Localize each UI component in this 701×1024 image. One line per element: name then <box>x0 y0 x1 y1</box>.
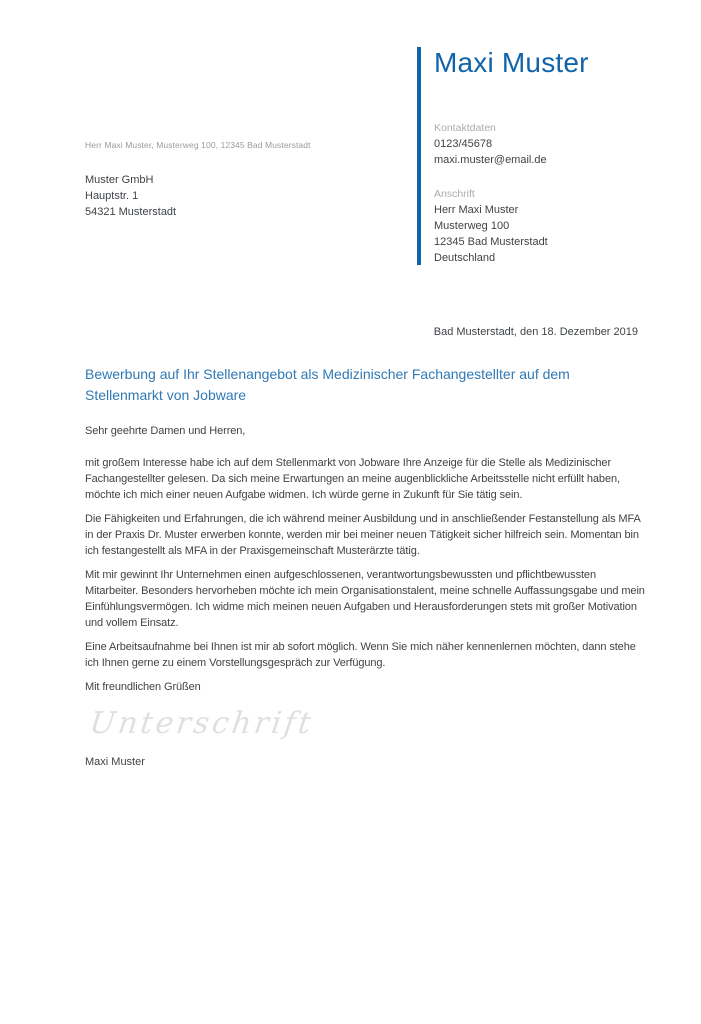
contact-block <box>434 120 547 168</box>
recipient-block <box>85 172 176 220</box>
body-paragraph: Die Fähigkeiten und Erfahrungen, die ich während meiner Ausbildung und in anschließender Festanstellung als MFA in der Praxis Dr. Muster erwerben konnte, werden mir bei meiner neuen Tätigkeit sicher hilfreich sein. Momentan bin ich festangestellt als MFA in der Praxisgemeinschaft Musterärzte tätig. <box>85 513 641 557</box>
address-line: Herr Maxi Muster <box>434 204 519 216</box>
sender-return-address: Herr Maxi Muster, Musterweg 100, 12345 Bad Musterstadt <box>85 140 311 150</box>
contact-email: maxi.muster@email.de <box>434 154 547 166</box>
body-paragraph: Mit mir gewinnt Ihr Unternehmen einen aufgeschlossenen, verantwortungsbewussten und pflichtbewussten Mitarbeiter. Besonders hervorheben möchte ich mein Organisationstalent, meine schnelle Auffassungsgabe und mein Einfühlungsvermögen. Ich widme mich meinen neuen Aufgaben und Herausforderungen stets mit großer Motivation und vollem Einsatz. <box>85 569 645 629</box>
salutation: Sehr geehrte Damen und Herren, <box>85 425 246 437</box>
subject-line <box>85 364 660 406</box>
body-paragraph: mit großem Interesse habe ich auf dem Stellenmarkt von Jobware Ihre Anzeige für die Stelle als Medizinischer Fachangestellter gelesen. Da sich meine Erwartungen an meine augenblickliche Arbeitsstelle nicht erfüllt haben, möchte ich mich einer neuen Aufgabe widmen. Ich würde gerne in Zukunft für Sie tätig sein. <box>85 457 620 501</box>
address-line: Deutschland <box>434 252 496 264</box>
address-line: Musterweg 100 <box>434 220 510 232</box>
date-line: Bad Musterstadt, den 18. Dezember 2019 <box>433 326 638 338</box>
recipient-line: 54321 Musterstadt <box>85 206 177 218</box>
address-line: 12345 Bad Musterstadt <box>434 236 548 248</box>
subject-line-1: Bewerbung auf Ihr Stellenangebot als Medizinischer Fachangestellter auf dem <box>85 366 570 382</box>
recipient-line: Muster GmbH <box>85 174 154 186</box>
contact-phone: 0123/45678 <box>434 138 493 150</box>
address-block <box>434 186 548 266</box>
letter-body <box>85 423 650 695</box>
recipient-line: Hauptstr. 1 <box>85 190 139 202</box>
address-label: Anschrift <box>434 188 475 200</box>
applicant-name-title: Maxi Muster <box>434 47 589 78</box>
accent-bar <box>417 47 421 265</box>
contact-label: Kontaktdaten <box>434 122 496 134</box>
body-paragraph: Eine Arbeitsaufnahme bei Ihnen ist mir ab sofort möglich. Wenn Sie mich näher kennenlernen möchten, dann stehe ich Ihnen gerne zu einem Vorstellungsgespräch zur Verfügung. <box>85 641 636 669</box>
signer-name: Maxi Muster <box>85 756 145 768</box>
subject-line-2: Stellenmarkt von Jobware <box>85 387 247 403</box>
handwritten-signature: Unterschrift <box>87 706 316 741</box>
closing-phrase: Mit freundlichen Grüßen <box>85 681 201 693</box>
